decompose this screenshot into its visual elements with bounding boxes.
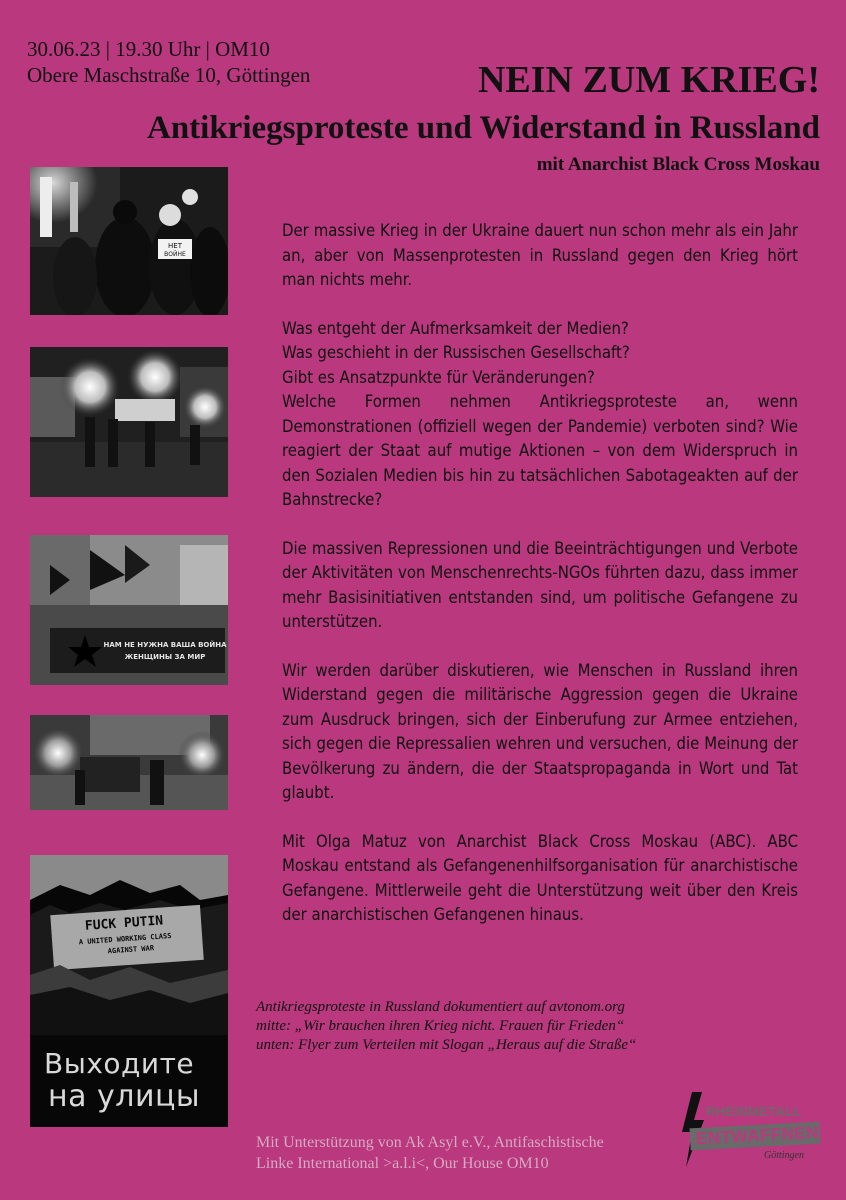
photo-women-banner — [30, 535, 228, 685]
guest-line: mit Anarchist Black Cross Moskau — [536, 154, 820, 175]
sign-text-1: НЕТ — [168, 242, 182, 250]
paragraph-1: Der massive Krieg in der Ukraine dauert nun schon mehr als ein Jahr an, aber von Massenprotesten in Russland gegen den Krieg hört man nichts mehr. — [282, 221, 798, 289]
subtitle: Antikriegsproteste und Widerstand in Russland — [146, 110, 820, 146]
support-line-1: Mit Unterstützung von Ak Asyl e.V., Antifaschistische — [256, 1134, 604, 1151]
paragraph-3: Die massiven Repressionen und die Beeinträchtigungen und Verbote der Aktivitäten von Menschenrechts-NGOs führten dazu, dass immer mehr Basisinitiativen entstanden sind, um politische Gefangene zu unterstützen. — [282, 538, 798, 631]
photo-caption — [256, 998, 686, 1055]
poster-sign-line-1: FUCK PUTIN — [84, 913, 164, 934]
caption-line-1: Antikriegsproteste in Russland dokumentiert auf avtonom.org — [256, 999, 625, 1015]
photo-flares-night — [30, 715, 228, 810]
banner-line-2: ЖЕНЩИНЫ ЗА МИР — [124, 653, 206, 661]
event-date-time-venue: 30.06.23 | 19.30 Uhr | OM10 — [27, 37, 270, 61]
paragraph-questions — [282, 317, 798, 513]
logo-top-text: RHEINMETALL — [706, 1104, 802, 1119]
poster-slogan-line-1: Выходите — [44, 1047, 195, 1080]
poster-slogan-line-2: на улицы — [48, 1079, 201, 1114]
logo-band-text: ENTWAFFNEN — [695, 1122, 820, 1149]
support-credits — [256, 1132, 676, 1174]
question-4: Welche Formen nehmen Antikriegsproteste an, wenn Demonstrationen (offiziell wegen der Pandemie) verboten sind? Wie reagiert der Staat auf mutige Aktionen – von dem Widerspruch in den Sozialen Medien bis hin zu tatsächlichen Sabotageakten auf der Bahnstrecke? — [282, 392, 798, 509]
paragraph-4: Wir werden darüber diskutieren, wie Menschen in Russland ihren Widerstand gegen die militärische Aggression gegen die Ukraine zum Ausdruck bringen, sich der Einberufung zur Armee entziehen, sich gegen die Repressalien wehren und versuchen, die Meinung der Bevölkerung zu ändern, die der Staatspropaganda in Wort und Tat glaubt. — [282, 660, 798, 802]
question-3: Gibt es Ansatzpunkte für Veränderungen? — [282, 367, 595, 387]
question-2: Was geschieht in der Russischen Gesellschaft? — [282, 343, 630, 362]
logo-city: Göttingen — [764, 1150, 804, 1161]
support-line-2: Linke International >a.l.i<, Our House OM10 — [256, 1155, 549, 1172]
sign-text-2: ВОЙНЕ — [164, 251, 186, 258]
event-meta — [27, 36, 310, 88]
photo-flares-banner — [30, 347, 228, 497]
question-1: Was entgeht der Aufmerksamkeit der Medien? — [282, 318, 629, 338]
caption-line-2: mitte: „Wir brauchen ihren Krieg nicht. Frauen für Frieden“ — [256, 1018, 625, 1034]
event-address: Obere Maschstraße 10, Göttingen — [27, 63, 311, 87]
paragraph-5: Mit Olga Matuz von Anarchist Black Cross Moskau (ABC). ABC Moskau entstand als Gefangenenhilfsorganisation für anarchistische Gefangene. Mittlerweile geht die Unterstützung weit über den Kreis der anarchistischen Gefangenen hinaus. — [282, 831, 798, 924]
headline: NEIN ZUM KRIEG! — [477, 59, 820, 101]
body-text — [282, 219, 798, 952]
poster-sign-line-3: AGAINST WAR — [107, 944, 155, 956]
rheinmetall-entwaffnen-logo — [680, 1092, 830, 1174]
photo-police-arrest — [30, 167, 228, 315]
banner-line-1: НАМ НЕ НУЖНА ВАША ВОЙНА — [103, 641, 227, 649]
poster-vykhodite-na-ulitsy — [30, 855, 228, 1127]
poster-sign-line-2: A UNITED WORKING CLASS — [78, 931, 172, 947]
caption-line-3: unten: Flyer zum Verteilen mit Slogan „Heraus auf die Straße“ — [256, 1037, 637, 1053]
